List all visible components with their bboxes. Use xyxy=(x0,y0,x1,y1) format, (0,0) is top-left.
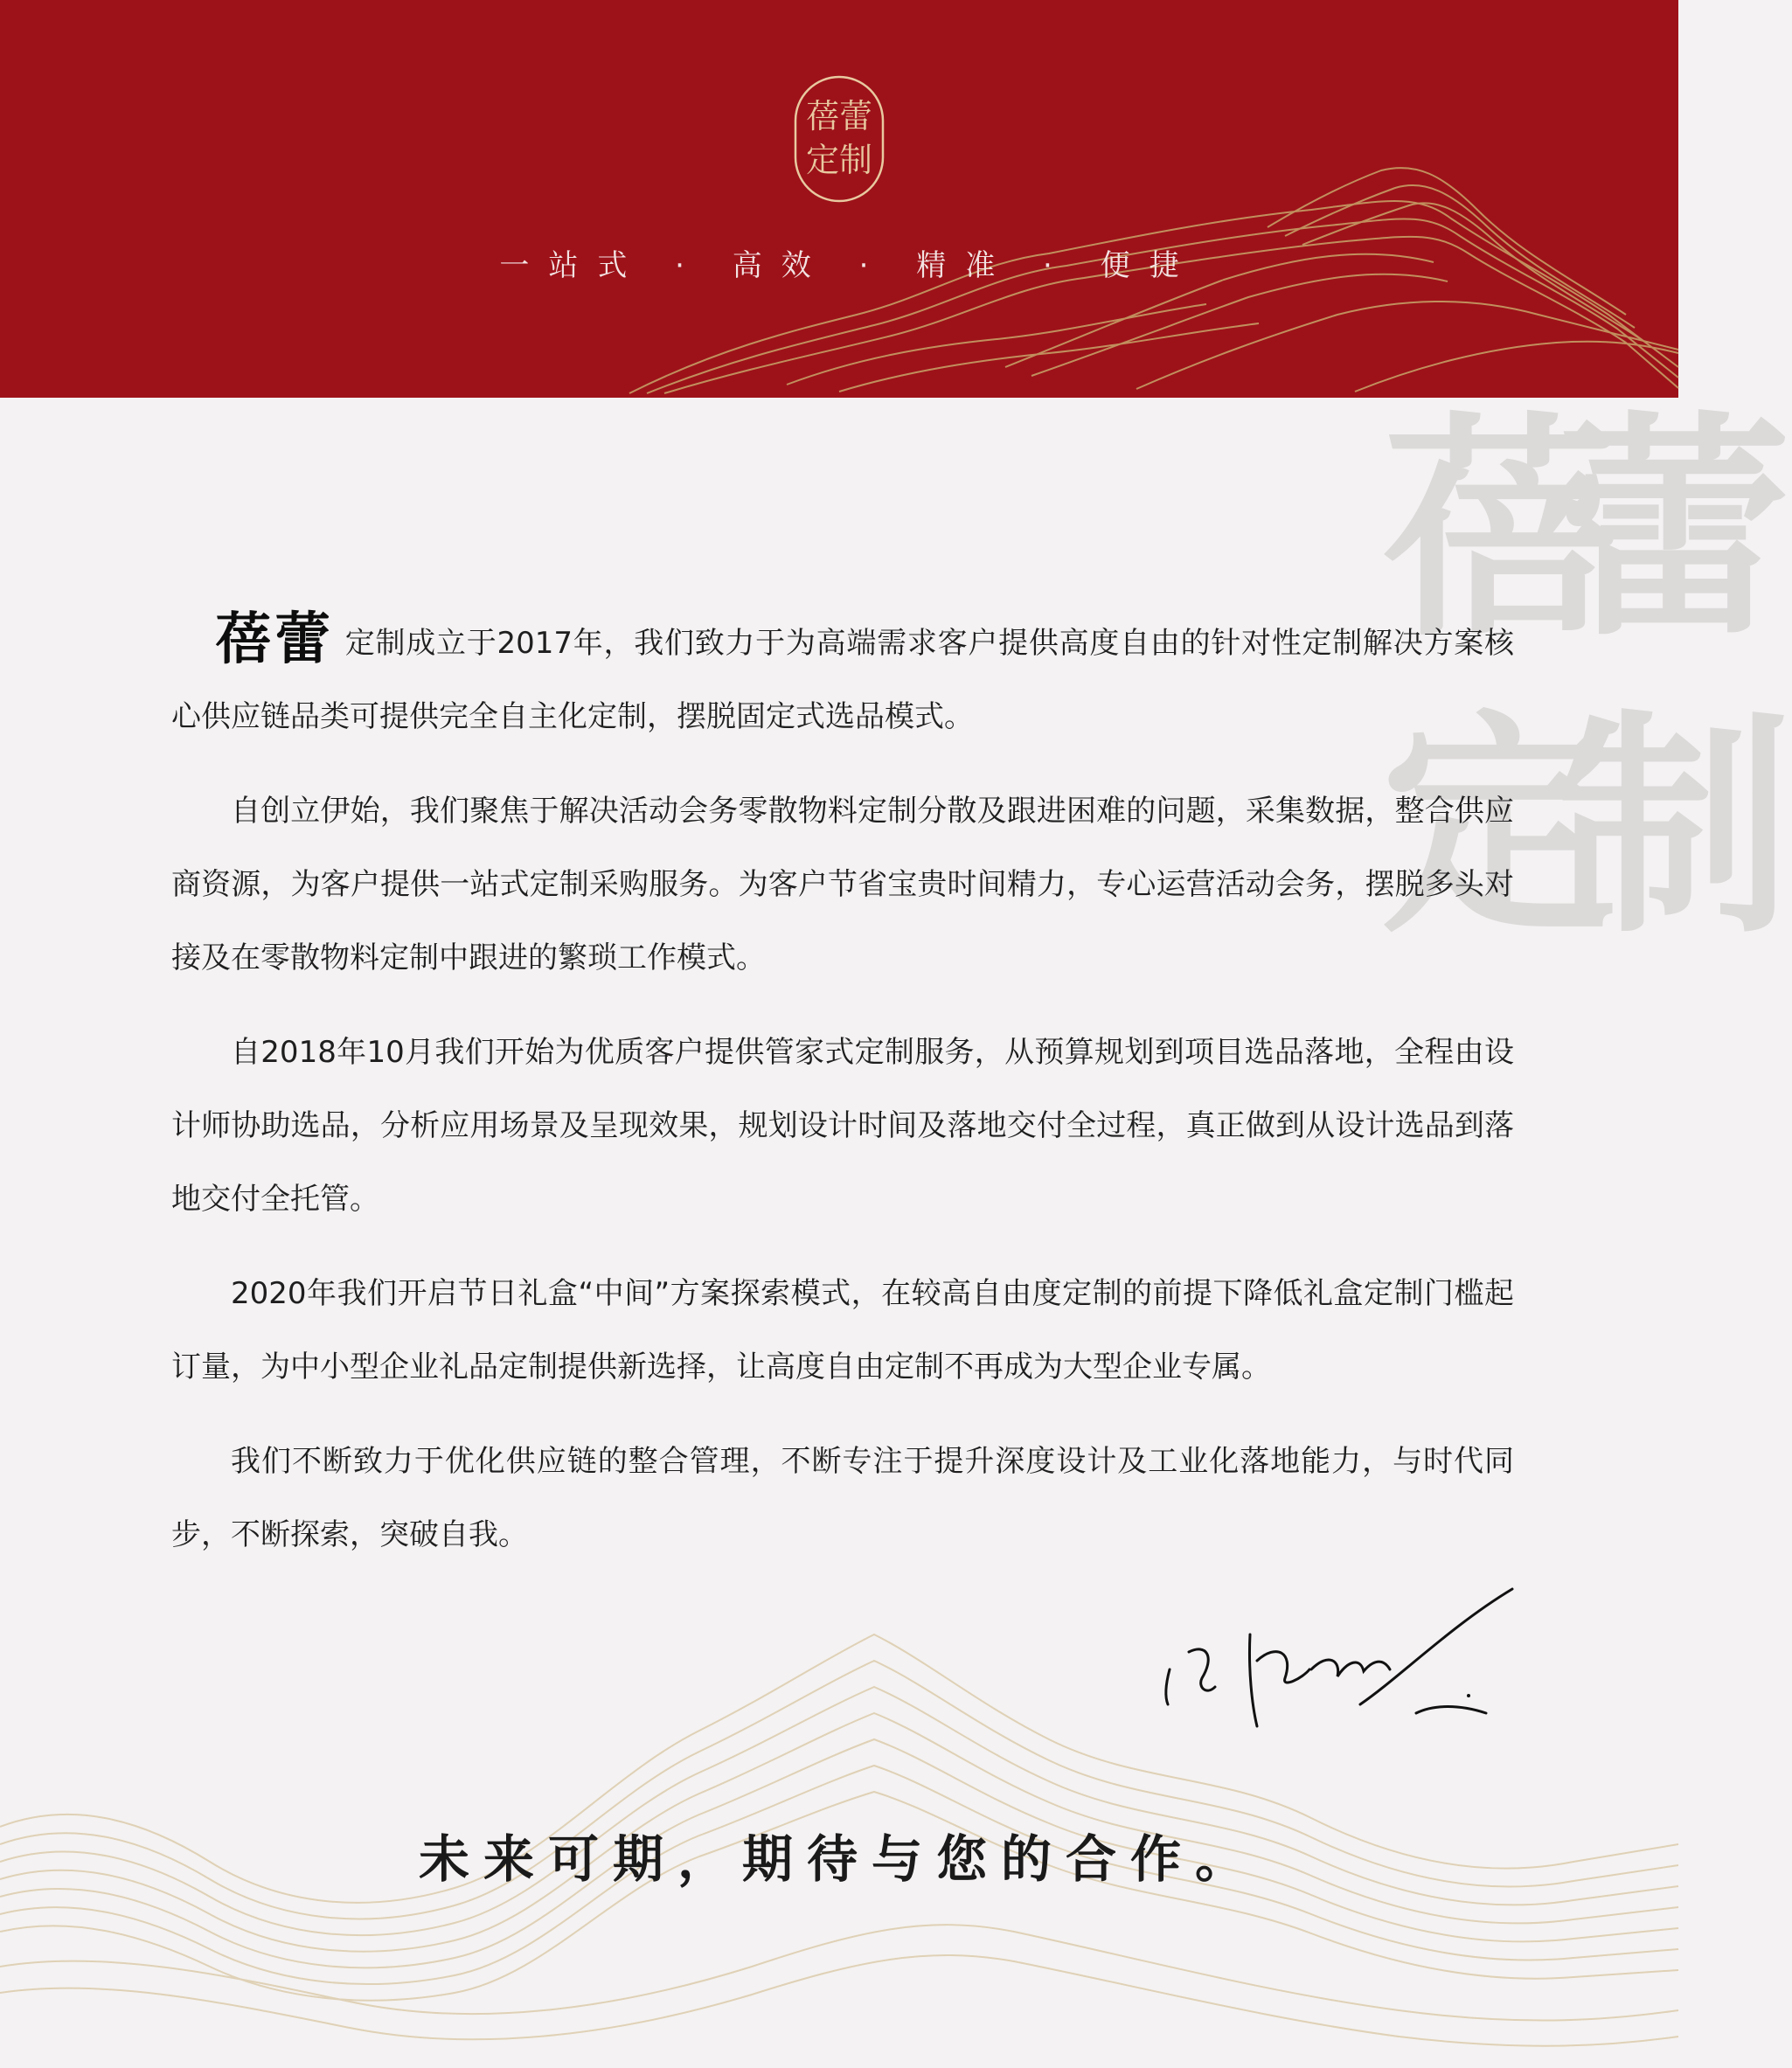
letter-body xyxy=(171,603,1514,1593)
header-tagline: 一站式 · 高效 · 精准 · 便捷 xyxy=(499,248,1198,283)
letter-paragraph-3: 自2018年10月我们开始为优质客户提供管家式定制服务，从预算规划到项目选品落地，全程由设计师协助选品，分析应用场景及呈现效果，规划设计时间及落地交付全过程，真正做到从设计选品到落地交付全托管。 xyxy=(171,1035,1514,1217)
brand-name: 蓓蕾 xyxy=(215,607,334,672)
letter-paragraph-4: 2020年我们开启节日礼盒“中间”方案探索模式，在较高自由度定制的前提下降低礼盒定制门槛起订量，为中小型企业礼品定制提供新选择，让高度自由定制不再成为大型企业专属。 xyxy=(171,1276,1514,1384)
brand-watermark: 蓓 蕾 定 制 xyxy=(1381,390,1792,965)
brand-logo-seal xyxy=(792,73,886,205)
handwritten-signature xyxy=(1154,1573,1521,1739)
svg-text:蓓蕾: 蓓蕾 xyxy=(805,97,873,135)
letter-paragraph-1: 蓓蕾 定制成立于2017年，我们致力于为高端需求客户提供高度自由的针对性定制解决方案核心供应链品类可提供完全自主化定制，摆脱固定式选品模式。 xyxy=(171,603,1514,753)
closing-line: 未来可期，期待与您的合作。 xyxy=(418,1829,1260,1889)
svg-text:定制: 定制 xyxy=(805,141,873,179)
letter-paragraph-5: 我们不断致力于优化供应链的整合管理，不断专注于提升深度设计及工业化落地能力，与时代同步，不断探索，突破自我。 xyxy=(171,1444,1514,1552)
letter-paragraph-2: 自创立伊始，我们聚焦于解决活动会务零散物料定制分散及跟进困难的问题，采集数据，整合供应商资源，为客户提供一站式定制采购服务。为客户节省宝贵时间精力，专心运营活动会务，摆脱多头对接及在零散物料定制中跟进的繁琐工作模式。 xyxy=(171,794,1514,975)
header-banner xyxy=(0,0,1678,398)
